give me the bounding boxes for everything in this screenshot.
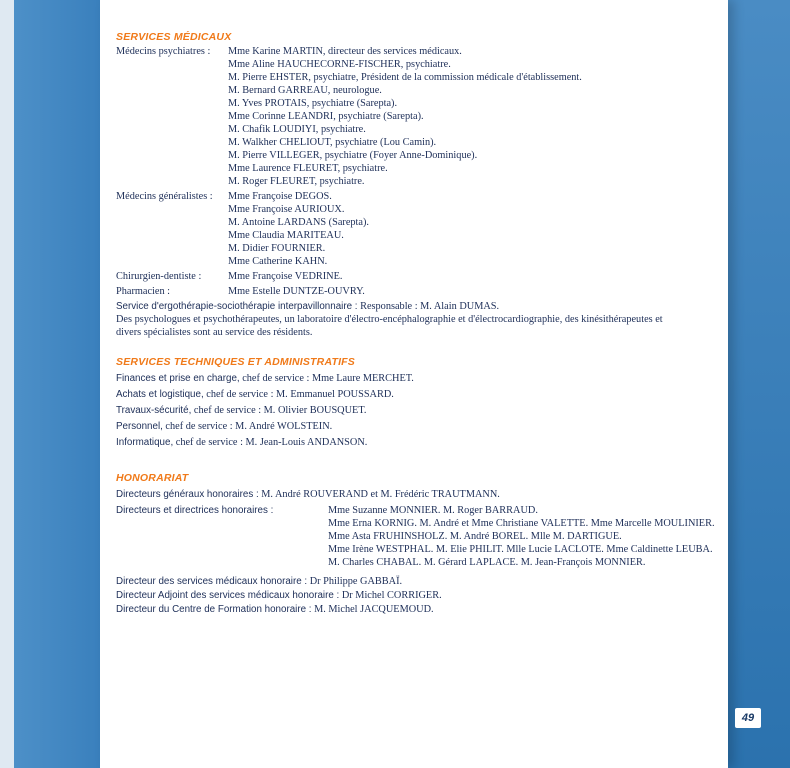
honorary-training-line bbox=[116, 604, 434, 615]
technical-row-label: Informatique, bbox=[116, 437, 174, 448]
technical-row-value: chef de service : M. Olivier BOUSQUET. bbox=[193, 405, 367, 416]
technical-row bbox=[116, 437, 367, 448]
page-number: 49 bbox=[735, 708, 761, 728]
honorary-adjoint-label: Directeur Adjoint des services médicaux honoraire : bbox=[116, 590, 340, 601]
honorary-directors-line: Mme Suzanne MONNIER. M. Roger BARRAUD. bbox=[328, 505, 538, 516]
technical-row-value: chef de service : Mme Laure MERCHET. bbox=[242, 373, 414, 384]
section-title-technical: SERVICES TECHNIQUES ET ADMINISTRATIFS bbox=[116, 356, 355, 368]
honorary-dg-label: Directeurs généraux honoraires : bbox=[116, 489, 259, 500]
honorary-adjoint-value: Dr Michel CORRIGER. bbox=[341, 590, 442, 601]
generalist-line: M. Didier FOURNIER. bbox=[228, 243, 326, 254]
generalist-line: Mme Françoise AURIOUX. bbox=[228, 204, 345, 215]
generalist-line: Mme Françoise DEGOS. bbox=[228, 191, 332, 202]
psychiatrist-line: M. Chafik LOUDIYI, psychiatre. bbox=[228, 124, 366, 135]
psychiatrist-line: Mme Corinne LEANDRI, psychiatre (Sarepta). bbox=[228, 111, 424, 122]
honorary-adjoint-line bbox=[116, 590, 442, 601]
honorary-training-value: M. Michel JACQUEMOUD. bbox=[314, 604, 434, 615]
honorary-medical-value: Dr Philippe GABBAÏ. bbox=[309, 576, 403, 587]
blue-side-band bbox=[14, 0, 100, 768]
technical-row-label: Travaux-sécurité, bbox=[116, 405, 192, 416]
generalists-label: Médecins généralistes : bbox=[116, 191, 213, 202]
technical-row-label: Personnel, bbox=[116, 421, 163, 432]
dentist-value: Mme Françoise VEDRINE. bbox=[228, 271, 343, 282]
honorary-directors-line: Mme Irène WESTPHAL. M. Elie PHILIT. Mlle Lucie LACLOTE. Mme Caldinette LEUBA. bbox=[328, 544, 713, 555]
psychiatrist-line: Mme Laurence FLEURET, psychiatre. bbox=[228, 163, 388, 174]
note-line: Des psychologues et psychothérapeutes, un laboratoire d'électro-encéphalographie et d'électrocardiographie, des kinésithérapeutes et bbox=[116, 314, 663, 325]
psychiatrist-line: Mme Karine MARTIN, directeur des services médicaux. bbox=[228, 46, 462, 57]
technical-row bbox=[116, 389, 394, 400]
section-title-medical: SERVICES MÉDICAUX bbox=[116, 31, 232, 43]
psychiatrist-line: M. Roger FLEURET, psychiatre. bbox=[228, 176, 365, 187]
ergo-line bbox=[116, 301, 499, 312]
honorary-directors-line: Mme Asta FRUHINSHOLZ. M. André BOREL. Mlle M. DARTIGUE. bbox=[328, 531, 622, 542]
psychiatrist-line: M. Pierre VILLEGER, psychiatre (Foyer Anne-Dominique). bbox=[228, 150, 478, 161]
honorary-dg-line bbox=[116, 489, 500, 500]
generalist-line: Mme Catherine KAHN. bbox=[228, 256, 328, 267]
technical-row bbox=[116, 405, 366, 416]
right-edge-band bbox=[728, 0, 790, 768]
generalist-line: M. Antoine LARDANS (Sarepta). bbox=[228, 217, 369, 228]
pharmacist-label: Pharmacien : bbox=[116, 286, 171, 297]
honorary-directors-label: Directeurs et directrices honoraires : bbox=[116, 505, 274, 516]
ergo-label: Service d'ergothérapie-sociothérapie interpavillonnaire : bbox=[116, 301, 358, 312]
honorary-dg-value: M. André ROUVERAND et M. Frédéric TRAUTMANN. bbox=[261, 489, 500, 500]
honorary-directors-line: M. Charles CHABAL. M. Gérard LAPLACE. M. Jean-François MONNIER. bbox=[328, 557, 646, 568]
honorary-medical-label: Directeur des services médicaux honoraire : bbox=[116, 576, 308, 587]
honorary-medical-line bbox=[116, 576, 402, 587]
technical-row bbox=[116, 373, 414, 384]
technical-row-label: Achats et logistique, bbox=[116, 389, 204, 400]
psychiatrist-line: M. Walkher CHELIOUT, psychiatre (Lou Camin). bbox=[228, 137, 437, 148]
technical-row bbox=[116, 421, 332, 432]
honorary-training-label: Directeur du Centre de Formation honoraire : bbox=[116, 604, 312, 615]
note-line: divers spécialistes sont au service des résidents. bbox=[116, 327, 313, 338]
honorary-directors-line: Mme Erna KORNIG. M. André et Mme Christiane VALETTE. Mme Marcelle MOULINIER. bbox=[328, 518, 715, 529]
dentist-label: Chirurgien-dentiste : bbox=[116, 271, 202, 282]
psychiatrists-label: Médecins psychiatres : bbox=[116, 46, 211, 57]
pharmacist-value: Mme Estelle DUNTZE-OUVRY. bbox=[228, 286, 365, 297]
psychiatrist-line: M. Pierre EHSTER, psychiatre, Président de la commission médicale d'établissement. bbox=[228, 72, 582, 83]
technical-row-value: chef de service : M. Jean-Louis ANDANSON. bbox=[175, 437, 368, 448]
generalist-line: Mme Claudia MARITEAU. bbox=[228, 230, 344, 241]
psychiatrist-line: M. Yves PROTAIS, psychiatre (Sarepta). bbox=[228, 98, 398, 109]
technical-row-label: Finances et prise en charge, bbox=[116, 373, 240, 384]
section-title-honorariat: HONORARIAT bbox=[116, 472, 189, 484]
ergo-value: Responsable : M. Alain DUMAS. bbox=[360, 301, 500, 312]
page-gutter bbox=[0, 0, 14, 768]
psychiatrist-line: M. Bernard GARREAU, neurologue. bbox=[228, 85, 382, 96]
technical-row-value: chef de service : M. Emmanuel POUSSARD. bbox=[206, 389, 394, 400]
technical-row-value: chef de service : M. André WOLSTEIN. bbox=[165, 421, 333, 432]
psychiatrist-line: Mme Aline HAUCHECORNE-FISCHER, psychiatre. bbox=[228, 59, 451, 70]
